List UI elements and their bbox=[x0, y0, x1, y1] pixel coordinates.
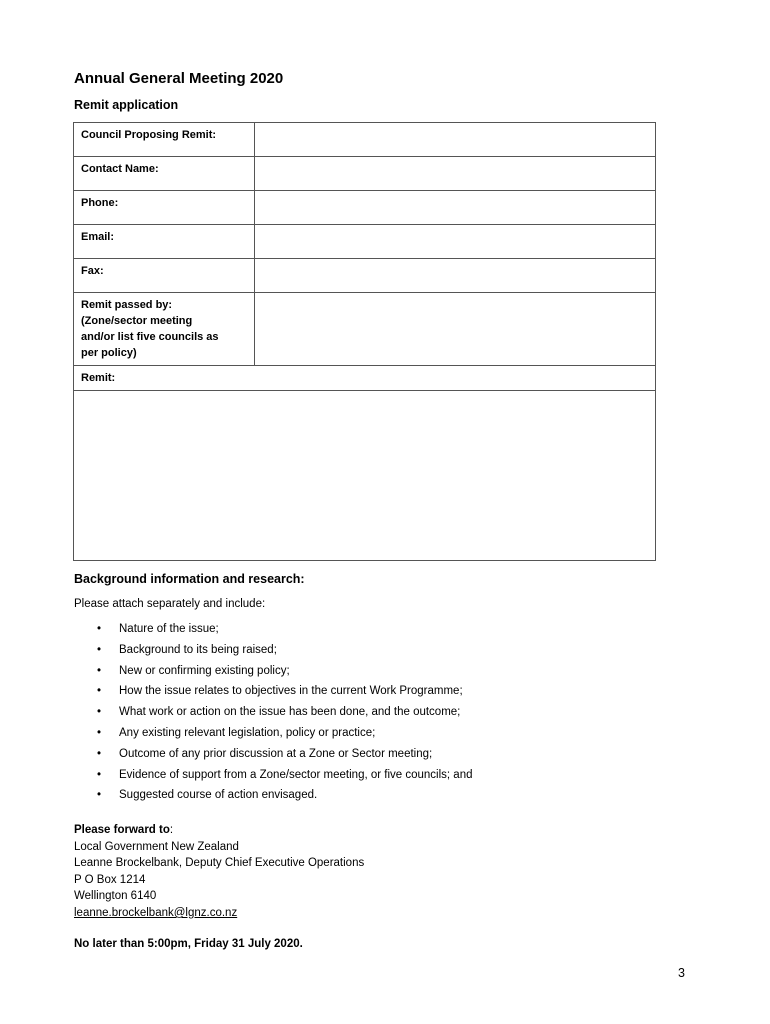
contact-name-field[interactable] bbox=[255, 158, 655, 172]
remit-passed-note-line-2: and/or list five councils as bbox=[81, 331, 219, 343]
list-item-text: Background to its being raised; bbox=[119, 643, 277, 656]
council-label: Council Proposing Remit: bbox=[74, 123, 255, 157]
list-item-text: How the issue relates to objectives in the current Work Programme; bbox=[119, 685, 463, 698]
fax-field[interactable] bbox=[255, 260, 655, 274]
list-item bbox=[74, 725, 473, 746]
forward-heading-colon: : bbox=[169, 824, 174, 836]
bullet-icon: • bbox=[97, 685, 102, 698]
forward-heading: Please forward to bbox=[74, 824, 170, 836]
remit-passed-note-line-1: (Zone/sector meeting bbox=[81, 315, 193, 327]
phone-label: Phone: bbox=[74, 191, 255, 225]
fax-field-cell bbox=[255, 259, 656, 293]
remit-application-form bbox=[73, 122, 656, 561]
email-field-cell bbox=[255, 225, 656, 259]
bullet-icon: • bbox=[97, 747, 102, 760]
list-item bbox=[74, 683, 473, 704]
forward-org: Local Government New Zealand bbox=[74, 840, 239, 853]
list-item-text: What work or action on the issue has been done, and the outcome; bbox=[119, 706, 461, 719]
remit-passed-field[interactable] bbox=[255, 293, 655, 363]
background-intro: Please attach separately and include: bbox=[74, 598, 266, 610]
list-item bbox=[74, 621, 473, 642]
background-heading: Background information and research: bbox=[74, 572, 305, 586]
list-item bbox=[74, 663, 473, 684]
list-item bbox=[74, 787, 473, 808]
forward-heading-line bbox=[74, 822, 364, 839]
list-item-text: Evidence of support from a Zone/sector meeting, or five councils; and bbox=[119, 768, 473, 781]
list-item-text: Nature of the issue; bbox=[119, 623, 219, 635]
council-field-cell bbox=[255, 123, 656, 157]
phone-field-cell bbox=[255, 191, 656, 225]
bullet-icon: • bbox=[97, 726, 102, 739]
page-number: 3 bbox=[678, 966, 685, 980]
remit-passed-label-cell bbox=[74, 293, 255, 366]
fax-label: Fax: bbox=[74, 259, 255, 293]
remit-passed-field-cell bbox=[255, 293, 656, 366]
remit-label: Remit: bbox=[74, 366, 656, 391]
list-item bbox=[74, 767, 473, 788]
email-label: Email: bbox=[74, 225, 255, 259]
list-item bbox=[74, 642, 473, 663]
council-field[interactable] bbox=[255, 124, 655, 138]
list-item-text: New or confirming existing policy; bbox=[119, 664, 290, 677]
remit-text-area[interactable] bbox=[74, 391, 655, 559]
list-item bbox=[74, 704, 473, 725]
forward-contact: Leanne Brockelbank, Deputy Chief Executive Operations bbox=[74, 857, 365, 870]
form-subtitle: Remit application bbox=[74, 98, 179, 112]
remit-passed-note-line-3: per policy) bbox=[81, 347, 137, 359]
forward-block bbox=[74, 822, 364, 922]
bullet-icon: • bbox=[97, 706, 102, 719]
contact-name-label: Contact Name: bbox=[74, 157, 255, 191]
bullet-icon: • bbox=[97, 768, 102, 781]
list-item bbox=[74, 746, 473, 767]
background-list bbox=[74, 621, 473, 808]
forward-po-box: P O Box 1214 bbox=[74, 873, 146, 886]
email-field[interactable] bbox=[255, 226, 655, 240]
list-item-text: Suggested course of action envisaged. bbox=[119, 789, 318, 802]
bullet-icon: • bbox=[97, 664, 102, 677]
phone-field[interactable] bbox=[255, 192, 655, 206]
list-item-text: Outcome of any prior discussion at a Zone or Sector meeting; bbox=[119, 747, 433, 760]
bullet-icon: • bbox=[97, 643, 102, 656]
remit-passed-label: Remit passed by: bbox=[81, 299, 173, 311]
page-title: Annual General Meeting 2020 bbox=[74, 70, 284, 87]
forward-email-link[interactable]: leanne.brockelbank@lgnz.co.nz bbox=[74, 906, 238, 919]
contact-name-field-cell bbox=[255, 157, 656, 191]
deadline-text: No later than 5:00pm, Friday 31 July 2020. bbox=[74, 938, 303, 950]
list-item-text: Any existing relevant legislation, policy or practice; bbox=[119, 726, 376, 739]
bullet-icon: • bbox=[97, 623, 102, 635]
bullet-icon: • bbox=[97, 789, 102, 802]
remit-field-cell bbox=[74, 391, 656, 561]
forward-city: Wellington 6140 bbox=[74, 890, 157, 903]
